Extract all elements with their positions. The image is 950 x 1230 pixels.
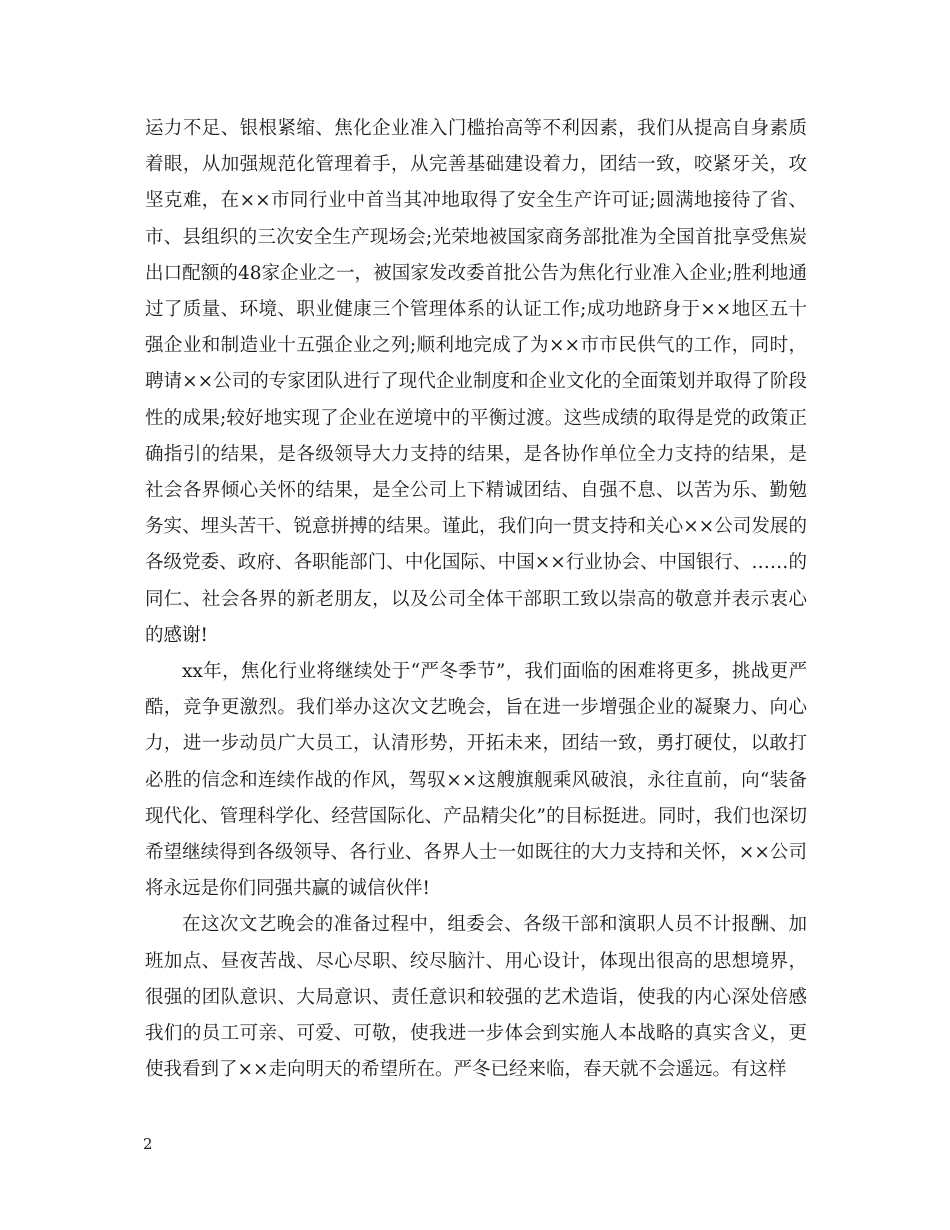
body-text <box>145 111 807 1088</box>
paragraph-continued: 运力不足、银根紧缩、焦化企业准入门槛抬高等不利因素，我们从提高自身素质着眼，从加强规范化管理着手，从完善基础建设着力，团结一致，咬紧牙关，攻坚克难，在××市同行业中首当其冲地取得了安全生产许可证;圆满地接待了省、市、县组织的三次安全生产现场会;光荣地被国家商务部批准为全国首批享受焦炭出口配额的48家企业之一，被国家发改委首批公告为焦化行业准入企业;胜利地通过了质量、环境、职业健康三个管理体系的认证工作;成功地跻身于××地区五十强企业和制造业十五强企业之列;顺利地完成了为××市市民供气的工作，同时，聘请××公司的专家团队进行了现代企业制度和企业文化的全面策划并取得了阶段性的成果;较好地实现了企业在逆境中的平衡过渡。这些成绩的取得是党的政策正确指引的结果，是各级领导大力支持的结果，是各协作单位全力支持的结果，是社会各界倾心关怀的结果，是全公司上下精诚团结、自强不息、以苦为乐、勤勉务实、埋头苦干、锐意拼搏的结果。谨此，我们向一贯支持和关心××公司发展的各级党委、政府、各职能部门、中化国际、中国××行业协会、中国银行、……的同仁、社会各界的新老朋友，以及公司全体干部职工致以崇高的敬意并表示衷心的感谢! <box>145 118 807 646</box>
paragraph-outlook: xx年，焦化行业将继续处于“严冬季节”，我们面临的困难将更多，挑战更严酷，竞争更激烈。我们举办这次文艺晚会，旨在进一步增强企业的凝聚力、向心力，进一步动员广大员工，认清形势，开拓未来，团结一致，勇打硬仗，以敢打必胜的信念和连续作战的作风，驾驭××这艘旗舰乘风破浪，永往直前，向“装备现代化、管理科学化、经营国际化、产品精尖化”的目标挺进。同时，我们也深切希望继续得到各级领导、各行业、各界人士一如既往的大力支持和关怀，××公司将永远是你们同强共赢的诚信伙伴! <box>145 661 807 900</box>
page-number: 2 <box>143 1135 153 1153</box>
paragraph-thanks-organizers: 在这次文艺晚会的准备过程中，组委会、各级干部和演职人员不计报酬、加班加点、昼夜苦战、尽心尽职、绞尽脑汁、用心设计，体现出很高的思想境界，很强的团队意识、大局意识、责任意识和较强的艺术造诣，使我的内心深处倍感我们的员工可亲、可爱、可敬，使我进一步体会到实施人本战略的真实含义，更使我看到了××走向明天的希望所在。严冬已经来临，春天就不会遥远。有这样 <box>145 914 807 1081</box>
